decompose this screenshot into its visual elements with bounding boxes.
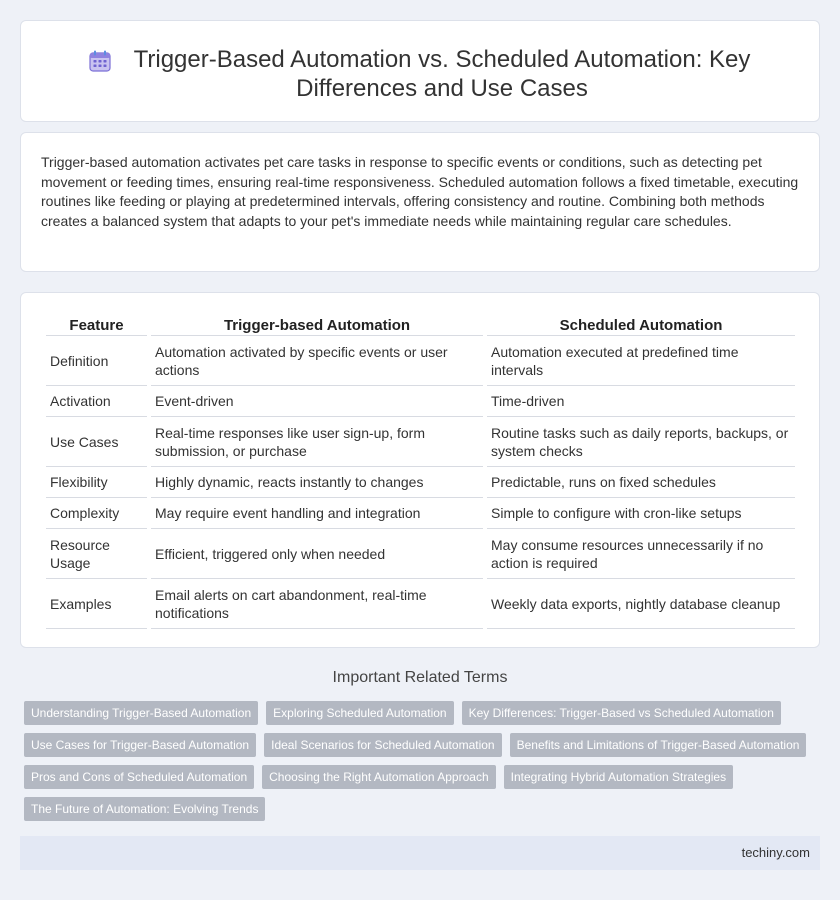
footer-site-link[interactable]: techiny.com (741, 845, 810, 860)
column-header-trigger: Trigger-based Automation (151, 314, 483, 336)
related-term-tag[interactable]: Understanding Trigger-Based Automation (24, 701, 258, 725)
table-cell: Predictable, runs on fixed schedules (487, 467, 795, 498)
table-row (46, 417, 795, 467)
footer (20, 836, 820, 870)
intro-paragraph: Trigger-based automation activates pet care tasks in response to specific events or conditions, such as detecting pet movement or feeding times, ensuring real-time responsiveness. Scheduled automation follows a fixed timetable, executing routines like feeding or playing at predetermined intervals, offering consistency and routine. Combining both methods creates a balanced system that adapts to your pet's immediate needs while maintaining regular care schedules. (41, 154, 799, 229)
related-term-tag[interactable]: Integrating Hybrid Automation Strategies (504, 765, 733, 789)
related-terms-title: Important Related Terms (332, 669, 508, 686)
table-cell: Routine tasks such as daily reports, backups, or system checks (487, 417, 795, 467)
related-term-tag[interactable]: Ideal Scenarios for Scheduled Automation (264, 733, 501, 757)
table-cell: May require event handling and integration (151, 498, 483, 529)
related-term-tag[interactable]: Use Cases for Trigger-Based Automation (24, 733, 256, 757)
table-cell: Highly dynamic, reacts instantly to changes (151, 467, 483, 498)
header-card (20, 20, 820, 122)
calendar-icon (88, 49, 112, 73)
table-cell: Examples (46, 579, 147, 629)
table-row (46, 579, 795, 629)
table-row (46, 498, 795, 529)
table-cell: Activation (46, 386, 147, 417)
table-row (46, 386, 795, 417)
table-cell: Flexibility (46, 467, 147, 498)
table-cell: Automation executed at predefined time intervals (487, 336, 795, 386)
related-term-tag[interactable]: Exploring Scheduled Automation (266, 701, 453, 725)
column-header-scheduled: Scheduled Automation (487, 314, 795, 336)
related-terms-list (24, 701, 824, 829)
related-term-tag[interactable]: Choosing the Right Automation Approach (262, 765, 495, 789)
related-term-tag[interactable]: Key Differences: Trigger-Based vs Scheduled Automation (462, 701, 781, 725)
table-cell: Event-driven (151, 386, 483, 417)
table-cell: Automation activated by specific events or user actions (151, 336, 483, 386)
table-row (46, 336, 795, 386)
table-cell: Efficient, triggered only when needed (151, 529, 483, 579)
table-cell: Simple to configure with cron-like setups (487, 498, 795, 529)
table-cell: Weekly data exports, nightly database cleanup (487, 579, 795, 629)
table-cell: Real-time responses like user sign-up, form submission, or purchase (151, 417, 483, 467)
intro-card (20, 132, 820, 272)
table-row (46, 467, 795, 498)
table-header-row (46, 314, 795, 336)
table-cell: May consume resources unnecessarily if no action is required (487, 529, 795, 579)
related-term-tag[interactable]: The Future of Automation: Evolving Trends (24, 797, 265, 821)
table-cell: Email alerts on cart abandonment, real-time notifications (151, 579, 483, 629)
table-cell: Use Cases (46, 417, 147, 467)
page-title: Trigger-Based Automation vs. Scheduled Automation: Key Differences and Use Cases (133, 46, 751, 102)
column-header-feature: Feature (46, 314, 147, 336)
table-cell: Time-driven (487, 386, 795, 417)
table-cell: Resource Usage (46, 529, 147, 579)
table-cell: Complexity (46, 498, 147, 529)
related-term-tag[interactable]: Benefits and Limitations of Trigger-Based Automation (510, 733, 807, 757)
table-cell: Definition (46, 336, 147, 386)
comparison-table (42, 314, 799, 629)
related-term-tag[interactable]: Pros and Cons of Scheduled Automation (24, 765, 254, 789)
table-row (46, 529, 795, 579)
comparison-card (20, 292, 820, 648)
